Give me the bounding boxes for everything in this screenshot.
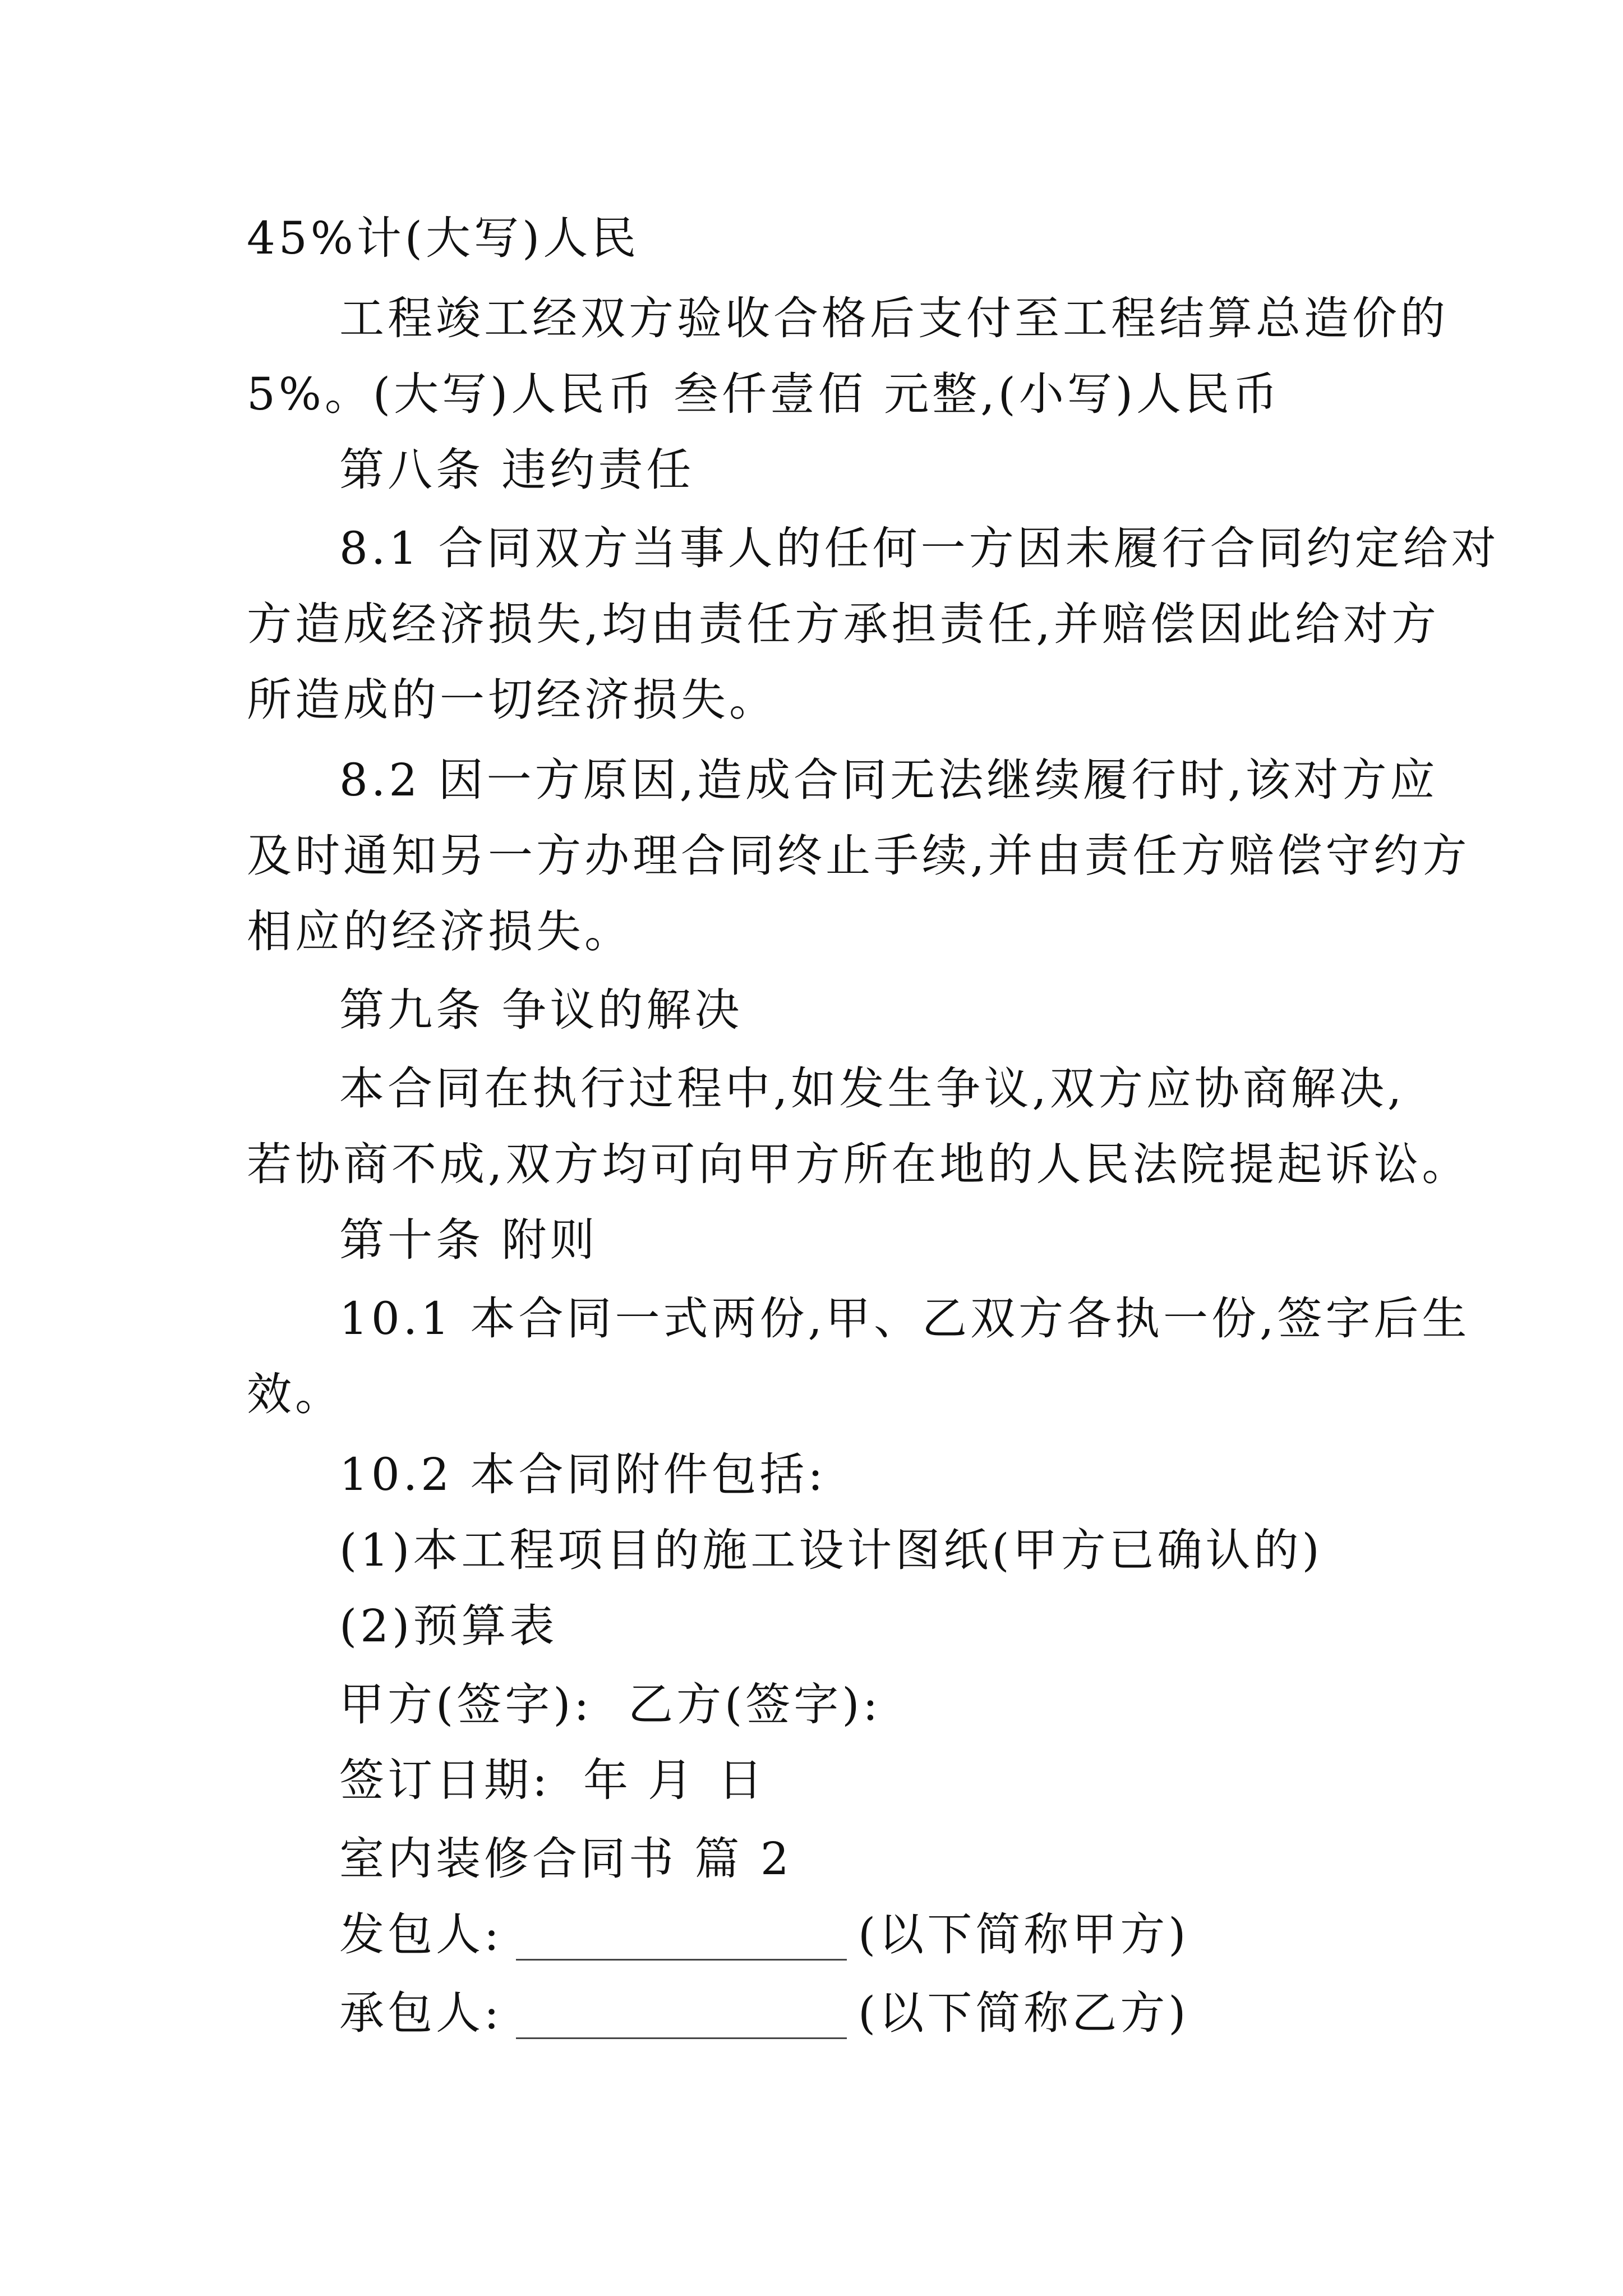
text-line xyxy=(0,1277,1623,1361)
text-line xyxy=(0,1122,1623,1207)
contractor-label: 承包人: xyxy=(339,1987,502,2039)
paragraph-text: 5%。(大写)人民币 叁仟壹佰 元整,(小写)人民币 xyxy=(247,368,1281,420)
paragraph-text: 本合同在执行过程中,如发生争议,双方应协商解决, xyxy=(339,1062,1405,1115)
date-day-label: 日 xyxy=(718,1754,766,1806)
paragraph-text: 10.1 本合同一式两份,甲、乙双方各执一份,签字后生 xyxy=(339,1292,1470,1345)
text-line xyxy=(0,507,1623,591)
text-line xyxy=(0,658,1623,742)
party-a-signature-label: 甲方(签字): xyxy=(339,1678,593,1731)
paragraph-text: 方造成经济损失,均由责任方承担责任,并赔偿因此给对方 xyxy=(247,598,1440,650)
signing-date-line xyxy=(0,1738,1623,1823)
text-line xyxy=(0,1433,1623,1517)
contractor-alias-text: (以下简称乙方) xyxy=(858,1987,1189,2039)
text-line xyxy=(0,277,1623,361)
list-item xyxy=(0,1584,1623,1668)
paragraph-text: 效。 xyxy=(247,1368,343,1420)
text-line xyxy=(0,582,1623,666)
text-line xyxy=(0,814,1623,898)
section-heading xyxy=(0,968,1623,1052)
section-heading-text: 第八条 违约责任 xyxy=(339,444,695,496)
date-year-label: 年 xyxy=(583,1754,631,1806)
paragraph-text: 8.1 合同双方当事人的任何一方因未履行合同约定给对 xyxy=(339,522,1500,574)
section-heading xyxy=(0,428,1623,512)
attachment-item-text: (2)预算表 xyxy=(339,1600,558,1652)
text-line xyxy=(0,1352,1623,1437)
signature-line xyxy=(0,1663,1623,1747)
document-title-line xyxy=(0,1817,1623,1901)
attachment-item-text: (1)本工程项目的施工设计图纸(甲方已确认的) xyxy=(339,1524,1323,1576)
text-line xyxy=(0,196,1623,280)
section-heading xyxy=(0,1198,1623,1282)
signing-date-label: 签订日期: xyxy=(339,1754,551,1806)
contract-title: 室内装修合同书 篇 2 xyxy=(339,1833,792,1885)
paragraph-text: 45%计(大写)人民 xyxy=(247,212,640,264)
date-month-label: 月 xyxy=(648,1754,696,1806)
text-line xyxy=(0,352,1623,436)
employer-alias-text: (以下简称甲方) xyxy=(858,1908,1189,1961)
paragraph-text: 10.2 本合同附件包括: xyxy=(339,1448,827,1501)
party-line xyxy=(0,1971,1623,2055)
text-line xyxy=(0,1047,1623,1131)
paragraph-text: 8.2 因一方原因,造成合同无法继续履行时,该对方应 xyxy=(339,754,1438,806)
paragraph-text: 工程竣工经双方验收合格后支付至工程结算总造价的 xyxy=(339,292,1449,344)
text-line xyxy=(0,738,1623,822)
paragraph-text: 所造成的一切经济损失。 xyxy=(247,674,777,726)
paragraph-text: 及时通知另一方办理合同终止手续,并由责任方赔偿守约方 xyxy=(247,830,1470,882)
section-heading-text: 第九条 争议的解决 xyxy=(339,984,743,1036)
party-b-signature-label: 乙方(签字): xyxy=(628,1678,882,1731)
paragraph-text: 若协商不成,双方均可向甲方所在地的人民法院提起诉讼。 xyxy=(247,1138,1470,1190)
list-item xyxy=(0,1508,1623,1593)
employer-label: 发包人: xyxy=(339,1908,502,1961)
paragraph-text: 相应的经济损失。 xyxy=(247,905,633,958)
text-line xyxy=(0,890,1623,974)
section-heading-text: 第十条 附则 xyxy=(339,1214,598,1266)
party-line xyxy=(0,1893,1623,1977)
employer-blank-field xyxy=(516,1920,847,1961)
contractor-blank-field xyxy=(516,1998,847,2039)
